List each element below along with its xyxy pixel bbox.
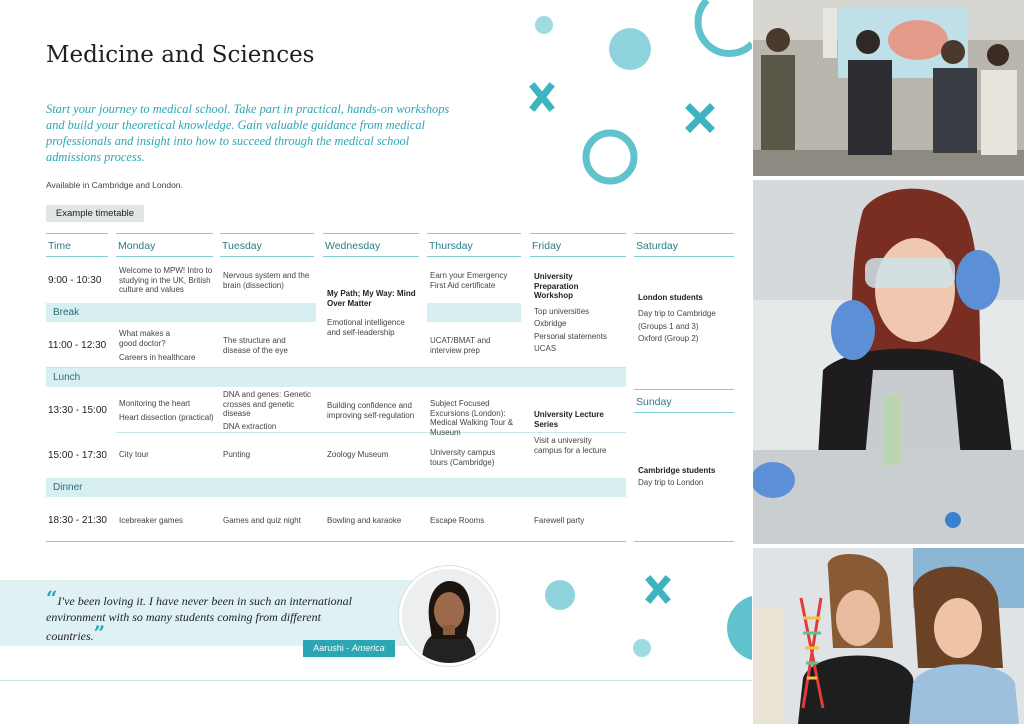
saturday-cell — [638, 293, 728, 303]
friday-session-1 — [534, 272, 614, 301]
monday-session-1: Welcome to MPW! Intro to studying in the UK, British culture and values — [119, 266, 213, 295]
tuesday-session-3a: DNA and genes: Genetic crosses and genetic disease — [223, 390, 312, 419]
wednesday-session-1 — [327, 289, 419, 308]
monday-session-2a: What makes a good doctor? — [119, 329, 171, 348]
avatar-portrait-icon — [402, 569, 496, 663]
cross-right — [690, 108, 710, 128]
wednesday-session-4: Zoology Museum — [327, 450, 389, 459]
thursday-session-2: UCAT/BMAT and interview prep — [430, 336, 491, 355]
photo-1 — [753, 0, 1024, 176]
testimonial-avatar — [399, 566, 499, 666]
thursday-session-4: University campus tours (Cambridge) — [430, 448, 496, 467]
monday-session-3a: Monitoring the heart — [119, 399, 191, 408]
photo-2 — [753, 180, 1024, 544]
small-teal-circle — [535, 16, 553, 34]
ring-top — [698, 0, 752, 53]
time-slot-3: 13:30 - 15:00 — [48, 405, 107, 416]
teal-circle — [609, 28, 651, 70]
author-country: America — [351, 643, 385, 653]
monday-session-4: City tour — [119, 450, 149, 459]
column-header-wednesday: Wednesday — [323, 233, 419, 257]
tuesday-session-5: Games and quiz night — [223, 516, 301, 525]
ring-middle — [586, 133, 634, 181]
friday-session-3 — [534, 410, 614, 429]
sunday-body: Day trip to London — [638, 478, 704, 487]
column-header-monday: Monday — [116, 233, 213, 257]
thursday-session-3: Subject Focused Excursions (London): Medical Walking Tour & Museum — [430, 399, 514, 437]
friday-item-4: UCAS — [534, 344, 557, 353]
decorative-shapes-bottom — [540, 574, 752, 664]
lunch-band: Lunch — [46, 368, 626, 387]
cross-left — [534, 87, 550, 107]
column-header-saturday: Saturday — [634, 233, 734, 257]
students-dna-photo-icon — [753, 548, 1024, 724]
monday-session-3b: Heart dissection (practical) — [119, 413, 214, 422]
half-circle-right — [727, 596, 752, 660]
open-quote-mark: “ — [46, 586, 58, 610]
time-slot-1: 9:00 - 10:30 — [48, 275, 102, 286]
wednesday-session-1-body: Emotional intelligence and self-leadership — [327, 318, 405, 337]
teal-circle-bottom — [545, 580, 575, 610]
friday-session-1-title: University Preparation Workshop — [534, 272, 579, 301]
saturday-body: Day trip to Cambridge (Groups 1 and 3) Oxford (Group 2) — [638, 309, 716, 343]
break-band-thursday — [427, 303, 521, 322]
thursday-session-1: Earn your Emergency First Aid certificate — [430, 271, 508, 290]
intro-text: Start your journey to medical school. Take part in practical, hands-on workshops and build your theoretical knowledge. Gain valuable guidance from medical professionals and insight into how to succeed through the medical school admissions process. — [46, 102, 450, 164]
break-band: Break — [46, 303, 316, 322]
column-header-tuesday: Tuesday — [220, 233, 314, 257]
decorative-shapes — [520, 0, 752, 200]
column-header-friday: Friday — [530, 233, 626, 257]
friday-item-2: Oxbridge — [534, 319, 567, 328]
tuesday-session-4: Punting — [223, 450, 251, 459]
photo-3 — [753, 548, 1024, 724]
testimonial-quote — [46, 586, 376, 645]
close-quote-mark: ” — [93, 621, 106, 645]
students-lecture-photo-icon — [753, 0, 1024, 176]
friday-session-5: Farewell party — [534, 516, 585, 525]
sunday-title: Cambridge students — [638, 466, 716, 475]
availability-text: Available in Cambridge and London. — [46, 180, 183, 190]
wednesday-session-3: Building confidence and improving self-regulation — [327, 401, 415, 420]
row-separator — [46, 367, 626, 368]
time-slot-2: 11:00 - 12:30 — [48, 340, 107, 351]
row-separator — [116, 432, 626, 433]
saturday-title: London students — [638, 293, 703, 302]
monday-session-2b: Careers in healthcare — [119, 353, 196, 362]
student-lab-photo-icon — [753, 180, 1024, 544]
tuesday-session-1: Nervous system and the brain (dissection) — [223, 271, 310, 290]
timetable-label: Example timetable — [46, 205, 144, 222]
time-slot-5: 18:30 - 21:30 — [48, 515, 107, 526]
author-separator: - — [343, 643, 352, 653]
author-name: Aarushi — [313, 643, 344, 653]
wednesday-session-1-title: My Path; My Way: Mind Over Matter — [327, 289, 416, 308]
friday-session-3-title: University Lecture Series — [534, 410, 604, 429]
small-teal-circle-bottom — [633, 639, 651, 657]
wednesday-session-5: Bowling and karaoke — [327, 516, 402, 525]
tuesday-session-3b: DNA extraction — [223, 422, 277, 431]
sunday-cell — [638, 466, 733, 476]
tuesday-session-2: The structure and disease of the eye — [223, 336, 288, 355]
column-header-time: Time — [46, 233, 108, 257]
thursday-session-5: Escape Rooms — [430, 516, 485, 525]
dinner-band: Dinner — [46, 478, 626, 497]
monday-session-5: Icebreaker games — [119, 516, 184, 525]
column-header-sunday: Sunday — [634, 389, 734, 413]
friday-session-3-body: Visit a university campus for a lecture — [534, 436, 607, 455]
friday-item-1: Top universities — [534, 307, 590, 316]
cross-bottom — [650, 580, 666, 599]
bottom-divider — [0, 680, 752, 681]
friday-item-3: Personal statements — [534, 332, 607, 341]
testimonial-author-badge — [303, 640, 395, 657]
row-separator — [634, 541, 734, 542]
time-slot-4: 15:00 - 17:30 — [48, 450, 107, 461]
column-header-thursday: Thursday — [427, 233, 521, 257]
page-title: Medicine and Sciences — [46, 42, 315, 68]
row-separator — [46, 541, 626, 542]
testimonial-text: I've been loving it. I have never been in such an international environment with so many students coming from different countries. — [46, 594, 352, 643]
